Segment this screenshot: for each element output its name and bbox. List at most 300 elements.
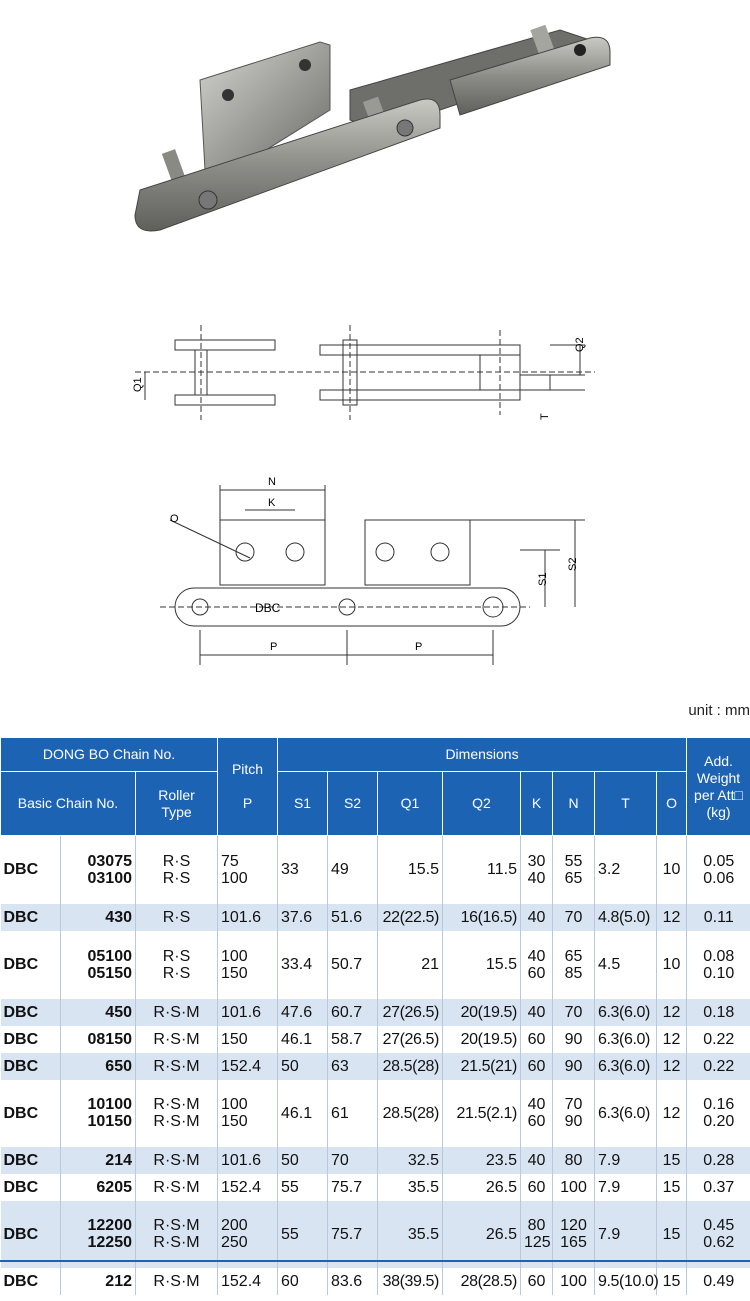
header-basic-chain-no: Basic Chain No. xyxy=(1,772,136,836)
cell-w xyxy=(687,1174,750,1201)
cell-k-text: 60 xyxy=(527,1272,546,1290)
cell-n xyxy=(553,1174,595,1201)
cell-roller-text: R·S·M xyxy=(153,1003,200,1021)
top-view-drawing xyxy=(125,320,605,430)
table-row xyxy=(1,1026,750,1053)
cell-t-text: 9.5(10.0) xyxy=(598,1272,659,1290)
cell-s1-text: 47.6 xyxy=(281,1003,313,1021)
header-pitch xyxy=(218,738,278,836)
header-q1: Q1 xyxy=(378,772,443,836)
cell-num-text: 214 xyxy=(105,1151,132,1169)
header-o: O xyxy=(657,772,687,836)
cell-w-text: 0.18 xyxy=(703,1003,735,1021)
cell-o xyxy=(657,1053,687,1080)
cell-prefix-text: DBC xyxy=(3,1272,39,1290)
header-roller-type xyxy=(136,772,218,836)
cell-num xyxy=(61,1268,136,1295)
cell-s1-text: 55 xyxy=(281,1178,299,1196)
label-k: K xyxy=(268,497,276,509)
table-bottom-rule xyxy=(0,1260,750,1262)
cell-s2-text: 49 xyxy=(331,861,349,879)
cell-q1-text: 35.5 xyxy=(407,1225,439,1243)
cell-pitch-text: 100 150 xyxy=(221,947,248,982)
cell-q2-text: 21.5(21) xyxy=(460,1057,517,1075)
cell-q2 xyxy=(443,1147,521,1174)
cell-pitch-text: 152.4 xyxy=(221,1057,262,1075)
header-pitch-sub: P xyxy=(242,795,253,811)
cell-w xyxy=(687,904,750,931)
header-q2: Q2 xyxy=(443,772,521,836)
cell-s2-text: 50.7 xyxy=(331,956,363,973)
cell-t xyxy=(595,1174,657,1201)
cell-s1-text: 50 xyxy=(281,1151,299,1169)
cell-prefix-text: DBC xyxy=(3,1057,39,1075)
table-row xyxy=(1,1147,750,1174)
cell-q2 xyxy=(443,1174,521,1201)
chain-product-photo xyxy=(120,20,620,260)
cell-o-text: 12 xyxy=(662,1057,681,1075)
cell-o xyxy=(657,836,687,904)
header-s1: S1 xyxy=(278,772,328,836)
cell-prefix-text: DBC xyxy=(3,861,39,879)
cell-n xyxy=(553,1201,595,1268)
cell-o xyxy=(657,1201,687,1268)
cell-n-text: 55 65 xyxy=(564,852,583,887)
cell-s1-text: 55 xyxy=(281,1225,299,1243)
label-q1: Q1 xyxy=(132,377,144,392)
cell-q1 xyxy=(378,1053,443,1080)
cell-o-text: 10 xyxy=(662,861,681,879)
cell-t-text: 7.9 xyxy=(598,1151,621,1169)
cell-q2-text: 26.5 xyxy=(485,1225,517,1243)
cell-o-text: 12 xyxy=(662,908,681,926)
label-t: T xyxy=(539,413,551,420)
cell-w xyxy=(687,1053,750,1080)
cell-k-text: 60 xyxy=(527,1030,546,1048)
cell-t xyxy=(595,1053,657,1080)
cell-o-text: 15 xyxy=(662,1151,681,1169)
cell-n xyxy=(553,1268,595,1295)
cell-o xyxy=(657,1080,687,1147)
cell-prefix xyxy=(1,1201,61,1268)
cell-prefix-text: DBC xyxy=(3,1030,39,1048)
cell-o xyxy=(657,999,687,1026)
cell-q2 xyxy=(443,999,521,1026)
cell-prefix-text: DBC xyxy=(3,1003,39,1021)
cell-n-text: 70 90 xyxy=(564,1096,583,1130)
cell-roller xyxy=(136,1053,218,1080)
cell-s2-text: 61 xyxy=(331,1104,349,1122)
cell-s2 xyxy=(328,1080,378,1147)
cell-q1-text: 38(39.5) xyxy=(382,1272,439,1290)
cell-t-text: 6.3(6.0) xyxy=(598,1057,650,1075)
cell-o xyxy=(657,1174,687,1201)
cell-roller xyxy=(136,836,218,904)
cell-q1 xyxy=(378,904,443,931)
cell-num-text: 05100 05150 xyxy=(87,947,132,982)
cell-q2 xyxy=(443,931,521,999)
cell-roller-text: R·S R·S xyxy=(162,852,191,887)
cell-t-text: 4.5 xyxy=(598,956,621,973)
cell-s1 xyxy=(278,1268,328,1295)
cell-t-text: 6.3(6.0) xyxy=(598,1003,650,1021)
unit-label: unit : mm xyxy=(688,702,750,719)
label-dbc: DBC xyxy=(255,601,281,615)
header-k: K xyxy=(521,772,553,836)
cell-s1-text: 33.4 xyxy=(281,956,313,973)
cell-t-text: 7.9 xyxy=(598,1178,621,1196)
header-s2: S2 xyxy=(328,772,378,836)
cell-n-text: 90 xyxy=(564,1030,583,1048)
cell-pitch xyxy=(218,1174,278,1201)
cell-s2-text: 75.7 xyxy=(331,1225,363,1243)
cell-roller-text: R·S·M R·S·M xyxy=(153,1096,200,1130)
cell-q1-text: 15.5 xyxy=(407,861,439,879)
cell-n xyxy=(553,836,595,904)
cell-k xyxy=(521,999,553,1026)
cell-s2 xyxy=(328,999,378,1026)
cell-k-text: 40 xyxy=(527,1003,546,1021)
cell-q1 xyxy=(378,999,443,1026)
cell-k-text: 40 60 xyxy=(527,1096,546,1130)
cell-q2 xyxy=(443,904,521,931)
cell-k-text: 80 125 xyxy=(524,1217,551,1251)
cell-q1 xyxy=(378,931,443,999)
cell-n-text: 65 85 xyxy=(564,947,583,982)
cell-s1-text: 37.6 xyxy=(281,908,313,926)
cell-k-text: 60 xyxy=(527,1057,546,1075)
cell-t-text: 6.3(6.0) xyxy=(598,1104,650,1122)
cell-q1 xyxy=(378,836,443,904)
cell-o-text: 15 xyxy=(662,1225,681,1243)
header-dimensions: Dimensions xyxy=(278,738,687,772)
cell-o-text: 12 xyxy=(662,1003,681,1021)
cell-o xyxy=(657,1147,687,1174)
cell-q1-text: 28.5(28) xyxy=(382,1057,439,1075)
cell-t-text: 7.9 xyxy=(598,1225,621,1243)
cell-o xyxy=(657,1268,687,1295)
cell-s2 xyxy=(328,1053,378,1080)
label-o: O xyxy=(170,513,179,525)
cell-prefix xyxy=(1,904,61,931)
cell-s2-text: 60.7 xyxy=(331,1003,363,1021)
cell-pitch-text: 152.4 xyxy=(221,1272,262,1290)
cell-prefix-text: DBC xyxy=(3,908,39,926)
cell-q2-text: 20(19.5) xyxy=(460,1030,517,1048)
cell-n xyxy=(553,1026,595,1053)
cell-t xyxy=(595,1026,657,1053)
cell-prefix xyxy=(1,1080,61,1147)
cell-s1-text: 60 xyxy=(281,1272,299,1290)
header-t: T xyxy=(595,772,657,836)
cell-w xyxy=(687,836,750,904)
cell-prefix-text: DBC xyxy=(3,1151,39,1169)
cell-s2-text: 51.6 xyxy=(331,908,363,926)
cell-num-text: 08150 xyxy=(87,1030,132,1048)
cell-s2-text: 75.7 xyxy=(331,1178,363,1196)
label-p-1: P xyxy=(270,641,278,653)
cell-num xyxy=(61,1147,136,1174)
cell-o xyxy=(657,1026,687,1053)
cell-roller-text: R·S·M xyxy=(153,1151,200,1169)
cell-q1 xyxy=(378,1026,443,1053)
cell-q1-text: 32.5 xyxy=(407,1151,439,1169)
cell-o-text: 10 xyxy=(662,956,681,973)
cell-num-text: 450 xyxy=(105,1003,132,1021)
cell-pitch xyxy=(218,1147,278,1174)
cell-num xyxy=(61,999,136,1026)
cell-s1-text: 33 xyxy=(281,861,299,879)
cell-w xyxy=(687,1026,750,1053)
header-weight xyxy=(687,738,750,836)
cell-w-text: 0.22 xyxy=(703,1030,735,1048)
cell-prefix xyxy=(1,1026,61,1053)
cell-w-text: 0.16 0.20 xyxy=(703,1096,735,1130)
cell-s1 xyxy=(278,1053,328,1080)
cell-q2-text: 23.5 xyxy=(485,1151,517,1169)
cell-prefix xyxy=(1,836,61,904)
cell-k-text: 30 40 xyxy=(527,852,546,887)
cell-t xyxy=(595,999,657,1026)
cell-num-text: 03075 03100 xyxy=(87,852,132,887)
cell-q2-text: 28(28.5) xyxy=(460,1272,517,1290)
cell-roller-text: R·S·M xyxy=(153,1057,200,1075)
cell-pitch-text: 100 150 xyxy=(221,1096,248,1130)
cell-t-text: 4.8(5.0) xyxy=(598,908,650,926)
cell-s1-text: 46.1 xyxy=(281,1104,313,1122)
cell-n xyxy=(553,904,595,931)
cell-k xyxy=(521,1268,553,1295)
cell-q2 xyxy=(443,1268,521,1295)
cell-n-text: 80 xyxy=(564,1151,583,1169)
cell-num-text: 650 xyxy=(105,1057,132,1075)
table-row xyxy=(1,904,750,931)
cell-w xyxy=(687,1080,750,1147)
cell-pitch xyxy=(218,904,278,931)
cell-n xyxy=(553,931,595,999)
header-dongbo-chain-no: DONG BO Chain No. xyxy=(1,738,218,772)
cell-k-text: 40 xyxy=(527,1151,546,1169)
cell-n xyxy=(553,999,595,1026)
cell-n-text: 70 xyxy=(564,908,583,926)
cell-num xyxy=(61,1026,136,1053)
cell-s1 xyxy=(278,1026,328,1053)
cell-q2-text: 20(19.5) xyxy=(460,1003,517,1021)
cell-pitch xyxy=(218,1026,278,1053)
cell-w xyxy=(687,931,750,999)
cell-o-text: 12 xyxy=(662,1030,681,1048)
cell-roller xyxy=(136,1268,218,1295)
cell-roller-text: R·S·M xyxy=(153,1178,200,1196)
header-pitch-top: Pitch xyxy=(231,761,264,777)
cell-pitch-text: 101.6 xyxy=(221,908,262,926)
cell-prefix xyxy=(1,931,61,999)
cell-num xyxy=(61,1053,136,1080)
cell-w xyxy=(687,1201,750,1268)
cell-q1-text: 21 xyxy=(421,956,439,973)
cell-t xyxy=(595,836,657,904)
cell-w xyxy=(687,1268,750,1295)
table-row xyxy=(1,1080,750,1147)
side-view-drawing xyxy=(160,470,600,670)
cell-num-text: 430 xyxy=(105,908,132,926)
cell-num-text: 212 xyxy=(105,1272,132,1290)
cell-q1 xyxy=(378,1201,443,1268)
cell-n-text: 70 xyxy=(564,1003,583,1021)
cell-o-text: 15 xyxy=(662,1178,681,1196)
cell-s1-text: 46.1 xyxy=(281,1030,313,1048)
cell-q1 xyxy=(378,1174,443,1201)
table-row xyxy=(1,931,750,999)
table-row xyxy=(1,1174,750,1201)
cell-pitch xyxy=(218,1201,278,1268)
cell-k-text: 40 xyxy=(527,908,546,926)
cell-w-text: 0.05 0.06 xyxy=(703,852,735,887)
label-q2: Q2 xyxy=(574,337,586,352)
cell-s1 xyxy=(278,836,328,904)
cell-roller-text: R·S·M xyxy=(153,1030,200,1048)
cell-pitch xyxy=(218,1053,278,1080)
cell-o-text: 12 xyxy=(662,1104,681,1122)
cell-w-text: 0.49 xyxy=(703,1272,735,1290)
cell-q2-text: 15.5 xyxy=(485,956,517,973)
cell-roller xyxy=(136,1201,218,1268)
cell-t xyxy=(595,1201,657,1268)
cell-w-text: 0.08 0.10 xyxy=(703,947,735,982)
table-row xyxy=(1,999,750,1026)
cell-s2 xyxy=(328,1268,378,1295)
cell-q1 xyxy=(378,1147,443,1174)
cell-num xyxy=(61,1201,136,1268)
cell-t-text: 3.2 xyxy=(598,861,621,879)
cell-s1 xyxy=(278,1147,328,1174)
cell-pitch-text: 152.4 xyxy=(221,1178,262,1196)
cell-k xyxy=(521,1080,553,1147)
label-p-2: P xyxy=(415,641,423,653)
cell-pitch xyxy=(218,999,278,1026)
cell-roller xyxy=(136,1174,218,1201)
cell-k-text: 60 xyxy=(527,1178,546,1196)
cell-s1 xyxy=(278,931,328,999)
cell-s2-text: 63 xyxy=(331,1057,349,1075)
cell-q1-text: 28.5(28) xyxy=(382,1104,439,1122)
cell-o xyxy=(657,931,687,999)
cell-pitch-text: 150 xyxy=(221,1030,248,1048)
cell-k xyxy=(521,836,553,904)
cell-pitch xyxy=(218,836,278,904)
cell-t xyxy=(595,1268,657,1295)
cell-pitch xyxy=(218,1268,278,1295)
cell-n xyxy=(553,1053,595,1080)
cell-n xyxy=(553,1147,595,1174)
cell-prefix xyxy=(1,1053,61,1080)
cell-roller-text: R·S·M R·S·M xyxy=(153,1217,200,1251)
cell-k xyxy=(521,1147,553,1174)
cell-t xyxy=(595,1147,657,1174)
cell-num xyxy=(61,904,136,931)
cell-num xyxy=(61,931,136,999)
cell-w-text: 0.22 xyxy=(703,1057,735,1075)
cell-w xyxy=(687,1147,750,1174)
specification-table xyxy=(0,737,750,1295)
cell-s1-text: 50 xyxy=(281,1057,299,1075)
cell-w-text: 0.11 xyxy=(703,908,734,926)
cell-o-text: 15 xyxy=(662,1272,681,1290)
cell-num xyxy=(61,1080,136,1147)
label-n: N xyxy=(268,476,276,488)
cell-roller xyxy=(136,1026,218,1053)
cell-prefix xyxy=(1,1174,61,1201)
cell-s1 xyxy=(278,1201,328,1268)
cell-num xyxy=(61,836,136,904)
cell-k xyxy=(521,1174,553,1201)
cell-n-text: 120 165 xyxy=(560,1217,587,1251)
label-s2: S2 xyxy=(567,557,579,571)
cell-q1-text: 27(26.5) xyxy=(382,1030,439,1048)
cell-q1 xyxy=(378,1268,443,1295)
cell-s2 xyxy=(328,904,378,931)
cell-pitch-text: 101.6 xyxy=(221,1003,262,1021)
cell-q2-text: 26.5 xyxy=(485,1178,517,1196)
table-row xyxy=(1,1053,750,1080)
cell-w-text: 0.28 xyxy=(703,1151,735,1169)
cell-roller xyxy=(136,999,218,1026)
cell-roller xyxy=(136,1080,218,1147)
cell-pitch-text: 101.6 xyxy=(221,1151,262,1169)
cell-t xyxy=(595,1080,657,1147)
cell-s2 xyxy=(328,836,378,904)
cell-s1 xyxy=(278,1174,328,1201)
cell-k-text: 40 60 xyxy=(527,947,546,982)
header-n: N xyxy=(553,772,595,836)
cell-q2 xyxy=(443,1026,521,1053)
table-body xyxy=(1,836,750,1295)
cell-t-text: 6.3(6.0) xyxy=(598,1030,650,1048)
cell-s2 xyxy=(328,1174,378,1201)
cell-q2 xyxy=(443,836,521,904)
cell-n-text: 90 xyxy=(564,1057,583,1075)
cell-t xyxy=(595,931,657,999)
table-row xyxy=(1,1268,750,1295)
cell-roller xyxy=(136,1147,218,1174)
cell-q2 xyxy=(443,1080,521,1147)
cell-q2-text: 16(16.5) xyxy=(460,908,517,926)
cell-roller-text: R·S R·S xyxy=(162,947,191,982)
cell-t xyxy=(595,904,657,931)
cell-pitch-text: 75 100 xyxy=(221,852,248,887)
cell-pitch xyxy=(218,1080,278,1147)
cell-s1 xyxy=(278,904,328,931)
table-row xyxy=(1,1201,750,1268)
cell-s1 xyxy=(278,1080,328,1147)
cell-prefix-text: DBC xyxy=(3,1178,39,1196)
cell-s2 xyxy=(328,931,378,999)
cell-k xyxy=(521,1026,553,1053)
label-s1: S1 xyxy=(537,572,549,586)
cell-prefix-text: DBC xyxy=(3,956,39,973)
cell-n xyxy=(553,1080,595,1147)
cell-prefix xyxy=(1,1268,61,1295)
cell-q1-text: 35.5 xyxy=(407,1178,439,1196)
cell-prefix xyxy=(1,999,61,1026)
header-weight-text: Add. Weight per Att□ (kg) xyxy=(694,752,743,820)
cell-prefix-text: DBC xyxy=(3,1225,39,1243)
cell-prefix-text: DBC xyxy=(3,1104,39,1122)
cell-num xyxy=(61,1174,136,1201)
cell-n-text: 100 xyxy=(560,1178,587,1196)
cell-o xyxy=(657,904,687,931)
cell-s2-text: 70 xyxy=(331,1151,349,1169)
